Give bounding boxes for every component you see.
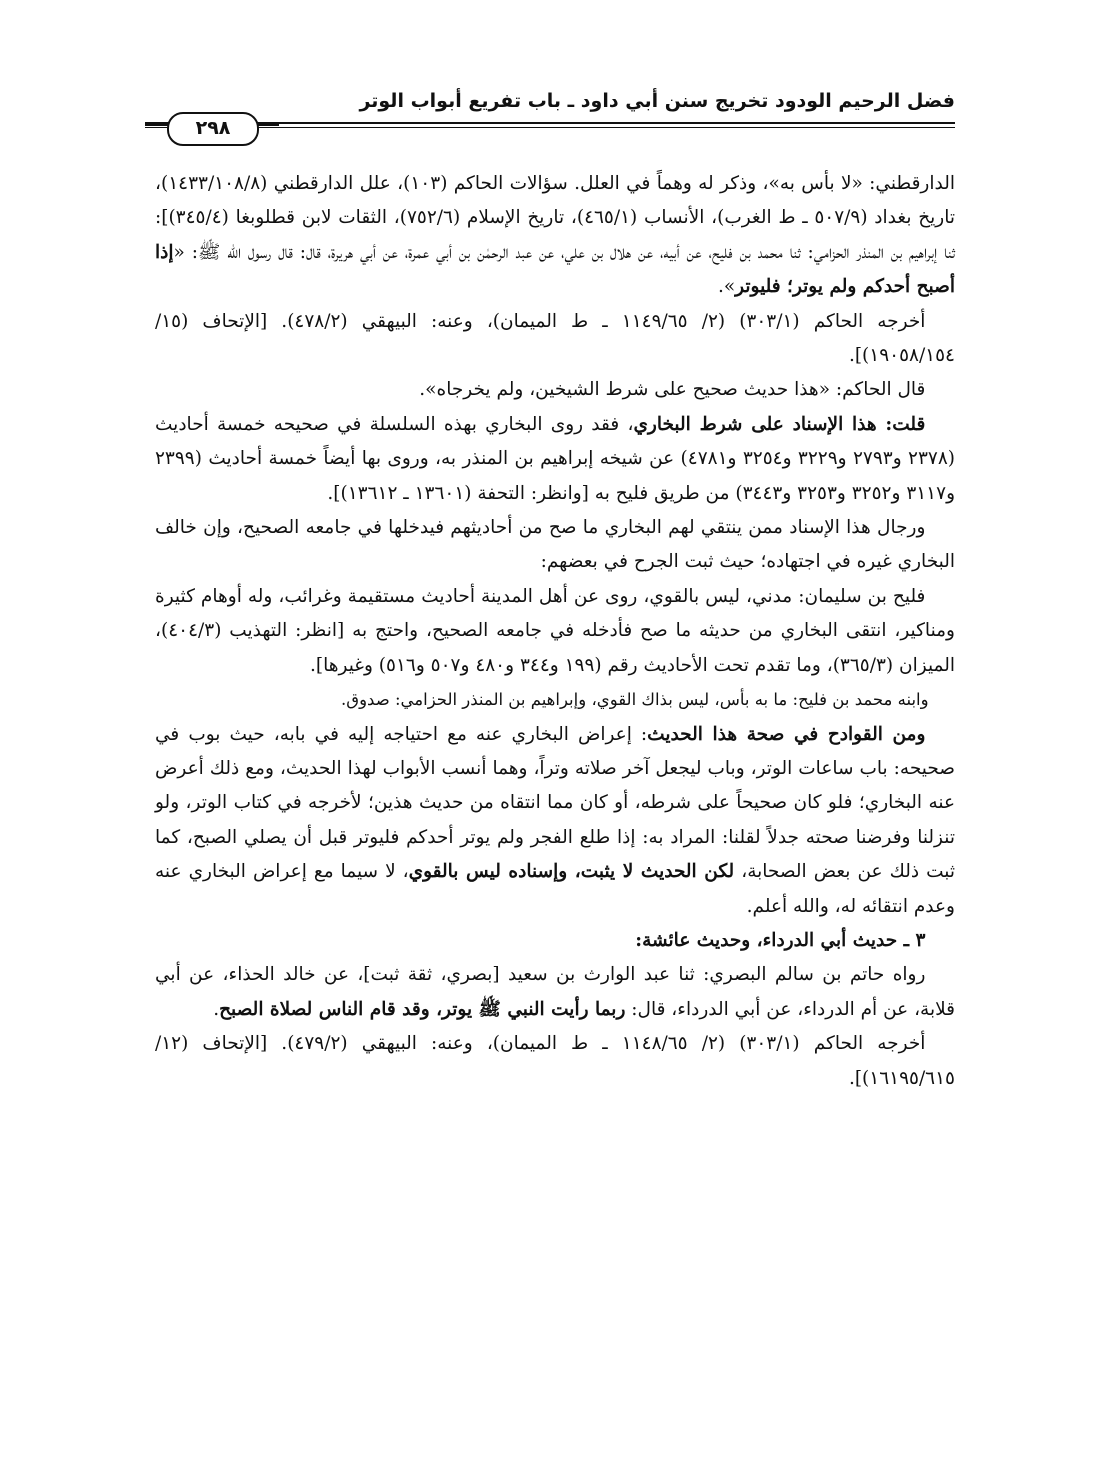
text-run: رواه حاتم بن سالم البصري: ثنا عبد الوارث بن سعيد [بصري، ثقة ثبت]، عن خالد الحذاء، عن أبي قلابة، عن أم الدرداء، عن أبي الدرداء، قال: xyxy=(155,964,955,1020)
running-header xyxy=(145,88,955,148)
text-run: ». xyxy=(717,276,736,298)
text-run: ورجال هذا الإسناد ممن ينتقي لهم البخاري ما صح من أحاديثهم فيدخلها في جامعه الصحيح، وإن خالف البخاري غيره في اجتهاده؛ حيث ثبت الجرح في بعضهم: xyxy=(155,517,955,573)
paragraph xyxy=(155,167,955,305)
text-run: قال الحاكم: «هذا حديث صحيح على شرط الشيخين، ولم يخرجاه». xyxy=(419,379,926,401)
bold-text: إذا أصبح أحدكم ولم يوتر؛ فليوتر xyxy=(155,241,955,298)
text-run: أخرجه الحاكم (٣٠٣/١) (٢/ ١١٤٨/٦٥ ـ ط الميمان)، وعنه: البيهقي (٤٧٩/٢). [الإتحاف (١٢/ ١٦١٩٥/٦١٥)]. xyxy=(155,1033,955,1089)
bold-text: ومن القوادح في صحة هذا الحديث xyxy=(647,723,926,745)
bold-text: لكن الحديث لا يثبت، وإسناده ليس بالقوي xyxy=(408,861,735,883)
bold-text: قلت: هذا الإسناد على شرط البخاري xyxy=(633,413,926,435)
text-run: ، لا سيما مع إعراض البخاري عنه وعدم انتقائه له، والله أعلم. xyxy=(155,861,955,917)
paragraph xyxy=(155,305,955,374)
header-title: فضل الرحيم الودود تخريج سنن أبي داود ـ باب تفريع أبواب الوتر xyxy=(359,90,955,112)
text-run: فليح بن سليمان: مدني، ليس بالقوي، روى عن أهل المدينة أحاديث مستقيمة وغرائب، وله أوهام كثيرة ومناكير، انتقى البخاري من حديثه ما صح فأدخله في جامعه الصحيح، واحتج به [انظر: التهذيب (٤٠٤/٣)، الميزان (٣٦٥/٣)، وما تقدم تحت الأحاديث رقم (١٩٩ و٣٤٤ و٤٨٠ و٥٠٧ و٥١٦) وغيرها]. xyxy=(155,585,955,676)
paragraph xyxy=(155,683,955,717)
text-run: . xyxy=(213,998,220,1020)
text-run: : إعراض البخاري عنه مع احتياجه إليه في بابه، حيث بوب في صحيحه: باب ساعات الوتر، وباب ليجعل آخر صلاته وتراً، وهما أنسب الأبواب لهذا الحديث، ومع ذلك أعرض عنه البخاري؛ فلو كان صحيحاً على شرطه، أو كان مما انتقاه من حديث هذين؛ لأخرجه في كتاب الوتر، ولو تنزلنا وفرضنا صحته جدلاً لقلنا: المراد به: إذا طلع الفجر ولم يوتر أحدكم فليوتر قبل أن يصلي الصبح، كما ثبت ذلك عن بعض الصحابة، xyxy=(155,723,956,883)
header-rule-thin xyxy=(145,127,955,128)
paragraph xyxy=(155,408,955,511)
text-run: الدارقطني: «لا بأس به»، وذكر له وهماً في العلل. سؤالات الحاكم (١٠٣)، علل الدارقطني (١٤٣٣/١٠٨/٨)، تاريخ بغداد (٥٠٧/٩ ـ ط الغرب)، الأنساب (٤٦٥/١)، تاريخ الإسلام (٧٥٢/٦)، الثقات لابن قطلوبغا (٣٤٥/٤)]: ثنا إبراهيم بن المنذر الحزامي: ثنا محمد بن فليح، عن أبيه، عن هلال بن علي، عن عبد الرحمٰن بن أبي عمرة، عن أبي هريرة، قال: قال رسول الله ﷺ: « xyxy=(155,173,956,263)
text-run: أخرجه الحاكم (٣٠٣/١) (٢/ ١١٤٩/٦٥ ـ ط الميمان)، وعنه: البيهقي (٤٧٨/٢). [الإتحاف (١٥/ ١٩٠٥٨/١٥٤)]. xyxy=(155,310,955,367)
text-run: وابنه محمد بن فليح: ما به بأس، ليس بذاك القوي، وإبراهيم بن المنذر الحزامي: صدوق. xyxy=(341,690,929,710)
main-text xyxy=(155,167,955,1096)
paragraph xyxy=(155,924,955,958)
paragraph xyxy=(155,958,955,1027)
paragraph xyxy=(155,718,955,924)
paragraph xyxy=(155,1027,955,1096)
page-number: ٢٩٨ xyxy=(167,112,259,146)
bold-text: ربما رأيت النبي ﷺ يوتر، وقد قام الناس لصلاة الصبح xyxy=(219,998,626,1020)
text-run: ، فقد روى البخاري بهذه السلسلة في صحيحه خمسة أحاديث (٢٣٧٨ و٢٧٩٣ و٣٢٢٩ و٣٢٥٤ و٤٧٨١) عن شيخه إبراهيم بن المنذر به، وروى بها أيضاً خمسة أحاديث (٢٣٩٩ و٣١١٧ و٣٢٥٢ و٣٢٥٣ و٣٤٤٣) من طريق فليح به [وانظر: التحفة (١٣٦٠١ ـ ١٣٦١٢)]. xyxy=(155,413,955,504)
paragraph xyxy=(155,373,955,407)
paragraph xyxy=(155,511,955,580)
bold-text: ٣ ـ حديث أبي الدرداء، وحديث عائشة: xyxy=(635,929,926,951)
paragraph xyxy=(155,580,955,683)
